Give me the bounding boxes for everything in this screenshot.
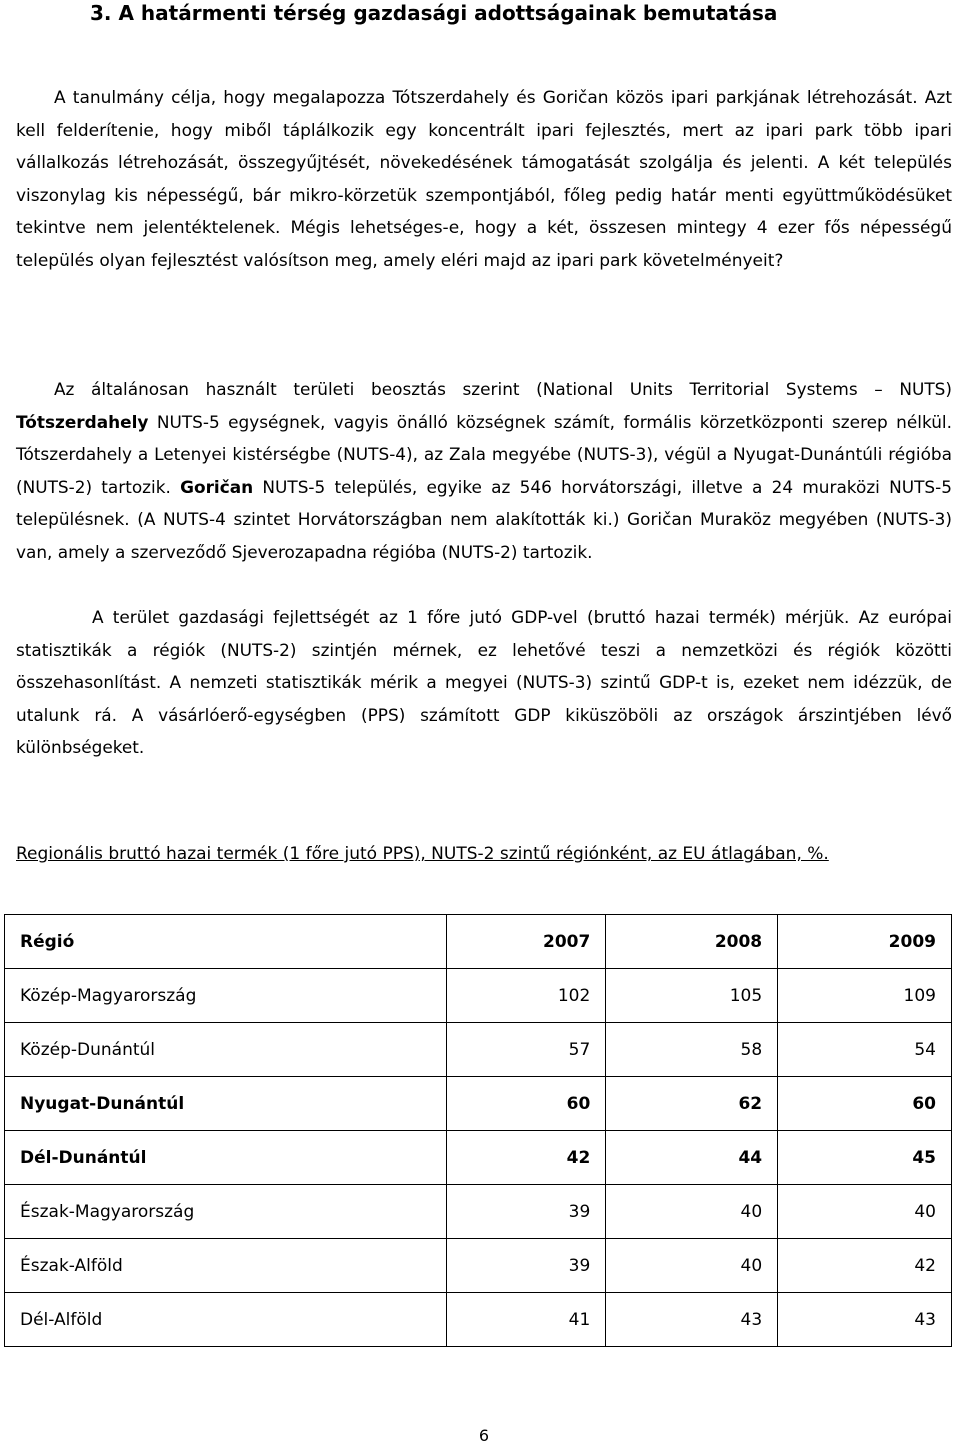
- cell-2007: 57: [447, 1023, 606, 1077]
- table-row: [5, 1293, 952, 1347]
- cell-2007: 42: [447, 1131, 606, 1185]
- cell-region: Közép-Magyarország: [5, 969, 447, 1023]
- nuts-paragraph: Az általánosan használt területi beosztás szerint (National Units Territorial Systems – NUTS) Tótszerdahely NUTS-5 egységnek, vagyis önálló községnek számít, formális körzetközponti szerep nélkül. Tótszerdahely a Letenyei kistérségbe (NUTS-4), az Zala megyébe (NUTS-3), végül a Nyugat-Dunántúli régióba (NUTS-2) tartozik. Goričan NUTS-5 település, egyike az 546 horvátországi, illetve a 24 muraközi NUTS-5 településnek. (A NUTS-4 szintet Horvátországban nem alakították ki.) Goričan Muraköz megyében (NUTS-3) van, amely a szerveződő Sjeverozapadna régióba (NUTS-2) tartozik.: [16, 379, 952, 562]
- cell-2007: 39: [447, 1239, 606, 1293]
- cell-2007: 39: [447, 1185, 606, 1239]
- gorican-bold: Goričan: [180, 476, 254, 497]
- table-row: [5, 1023, 952, 1077]
- header-2009: 2009: [778, 915, 952, 969]
- cell-2009: 43: [778, 1293, 952, 1347]
- cell-2008: 40: [606, 1185, 778, 1239]
- section-heading: 3. A határmenti térség gazdasági adottságainak bemutatása: [90, 1, 778, 25]
- table-row: [5, 1239, 952, 1293]
- cell-region: Dél-Alföld: [5, 1293, 447, 1347]
- table-header-row: [5, 915, 952, 969]
- cell-region: Észak-Alföld: [5, 1239, 447, 1293]
- cell-2007: 102: [447, 969, 606, 1023]
- cell-2008: 105: [606, 969, 778, 1023]
- totszerdahely-bold: Tótszerdahely: [16, 411, 149, 432]
- intro-paragraph: A tanulmány célja, hogy megalapozza Tótszerdahely és Goričan közös ipari parkjának létrehozását. Azt kell felderítenie, hogy miből táplálkozik egy koncentrált ipari fejlesztés, mert az ipari park több ipari vállalkozás létrehozását, összegyűjtését, növekedésének támogatását szolgálja és jelenti. A két település viszonylag kis népességű, bár mikro-körzetük szempontjából, főleg pedig határ menti együttműködésüket tekintve nem jelentéktelenek. Mégis lehetséges-e, hogy a két, összesen mintegy 4 ezer fős népességű település olyan fejlesztést valósítson meg, amely eléri majd az ipari park követelményeit?: [16, 88, 952, 271]
- cell-2009: 45: [778, 1131, 952, 1185]
- page-number: 6: [478, 1426, 490, 1445]
- cell-region: Nyugat-Dunántúl: [5, 1077, 447, 1131]
- cell-2008: 58: [606, 1023, 778, 1077]
- header-2007: 2007: [447, 915, 606, 969]
- cell-2007: 41: [447, 1293, 606, 1347]
- cell-2009: 54: [778, 1023, 952, 1077]
- gdp-paragraph: A terület gazdasági fejlettségét az 1 főre jutó GDP-vel (bruttó hazai termék) mérjük. Az európai statisztikák a régiók (NUTS-2) szintjén mérnek, ez lehetővé teszi a nemzetközi és régiók közötti összehasonlítást. A nemzeti statisztikák mérik a megyei (NUTS-3) szintű GDP-t is, ezeket nem idézzük, de utalunk rá. A vásárlóerő-egységben (PPS) számított GDP kiküszöböli az országok árszintjében lévő különbségeket.: [16, 607, 952, 757]
- table-row: [5, 969, 952, 1023]
- table-caption: Regionális bruttó hazai termék (1 főre jutó PPS), NUTS-2 szintű régiónként, az EU átlagában, %.: [16, 844, 829, 864]
- cell-2008: 43: [606, 1293, 778, 1347]
- cell-region: Közép-Dunántúl: [5, 1023, 447, 1077]
- table-row: [5, 1077, 952, 1131]
- cell-2009: 109: [778, 969, 952, 1023]
- header-2008: 2008: [606, 915, 778, 969]
- cell-2009: 40: [778, 1185, 952, 1239]
- table-row: [5, 1131, 952, 1185]
- table-row: [5, 1185, 952, 1239]
- cell-2008: 44: [606, 1131, 778, 1185]
- cell-2009: 42: [778, 1239, 952, 1293]
- header-region: Régió: [5, 915, 447, 969]
- cell-2008: 62: [606, 1077, 778, 1131]
- cell-region: Dél-Dunántúl: [5, 1131, 447, 1185]
- cell-2007: 60: [447, 1077, 606, 1131]
- cell-2008: 40: [606, 1239, 778, 1293]
- cell-region: Észak-Magyarország: [5, 1185, 447, 1239]
- gdp-table: [4, 914, 952, 1347]
- cell-2009: 60: [778, 1077, 952, 1131]
